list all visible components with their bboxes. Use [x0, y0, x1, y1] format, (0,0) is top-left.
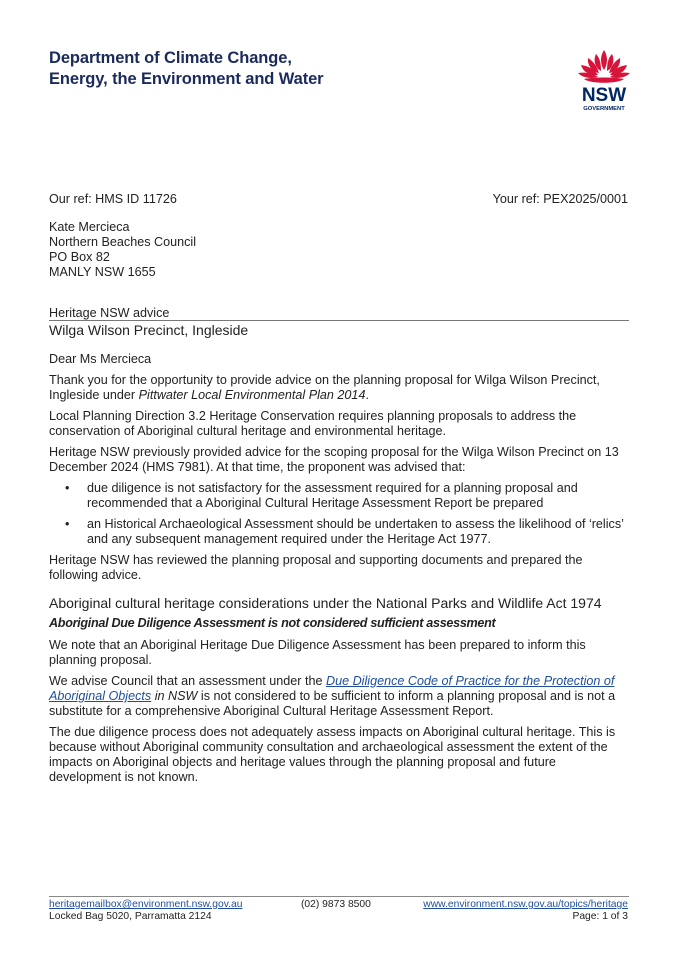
subject-label: Heritage NSW advice	[49, 306, 170, 320]
footer-website-link[interactable]: www.environment.nsw.gov.au/topics/heritage	[423, 899, 628, 910]
page-number: Page: 1 of 3	[572, 911, 628, 922]
recipient-po-box: PO Box 82	[49, 250, 110, 264]
footer-address: Locked Bag 5020, Parramatta 2124	[49, 911, 212, 922]
paragraph-process-inadequate: The due diligence process does not adequately assess impacts on Aboriginal cultural heritage. This is because without Aboriginal community consultation and archaeological assessment the extent of the impacts on Aboriginal objects and heritage values through the planning proposal and future development is not known.	[49, 725, 616, 784]
your-reference: Your ref: PEX2025/0001	[492, 192, 628, 206]
lep-title: Pittwater Local Environmental Plan 2014	[138, 388, 366, 402]
footer-divider	[49, 896, 629, 897]
letter-body	[49, 352, 631, 791]
footer-phone: (02) 9873 8500	[301, 899, 371, 910]
section-heading: Aboriginal cultural heritage considerations under the National Parks and Wildlife Act 1974	[49, 595, 602, 611]
waratah-flower-icon	[574, 46, 634, 112]
department-line-1: Department of Climate Change,	[49, 49, 292, 67]
salutation: Dear Ms Mercieca	[49, 352, 152, 366]
svg-text:GOVERNMENT: GOVERNMENT	[583, 106, 625, 112]
due-diligence-code-link[interactable]: Due Diligence Code of Practice for the Protection of Aboriginal Objects	[49, 674, 615, 703]
bullet-icon: •	[65, 481, 70, 495]
paragraph-due-diligence-note: We note that an Aboriginal Heritage Due Diligence Assessment has been prepared to inform this planning proposal.	[49, 638, 586, 667]
list-item: • due diligence is not satisfactory for the assessment required for a planning proposal and recommended that a Aboriginal Cultural Heritage Assessment Report be prepared	[65, 481, 578, 510]
bullet-icon: •	[65, 517, 70, 531]
paragraph-review: Heritage NSW has reviewed the planning proposal and supporting documents and prepared the following advice.	[49, 553, 583, 582]
department-line-2: Energy, the Environment and Water	[49, 70, 324, 88]
footer-email-link[interactable]: heritagemailbox@environment.nsw.gov.au	[49, 899, 243, 910]
paragraph-previous-advice: Heritage NSW previously provided advice for the scoping proposal for the Wilga Wilson Precinct on 13 December 2024 (HMS 7981). At that time, the proponent was advised that:	[49, 445, 619, 474]
paragraph-advise-council: We advise Council that an assessment under the Due Diligence Code of Practice for the Protection of Aboriginal Objects in NSW is not considered to be sufficient to inform a planning proposal and is not a substitute for a comprehensive Aboriginal Cultural Heritage Assessment Report.	[49, 674, 616, 718]
recipient-address	[49, 220, 196, 280]
list-item: • an Historical Archaeological Assessment should be undertaken to assess the likelihood of ‘relics’ and any subsequent management required under the Heritage Act 1977.	[65, 517, 624, 546]
svg-text:NSW: NSW	[581, 85, 627, 106]
previous-advice-list	[49, 481, 631, 547]
subject-title: Wilga Wilson Precinct, Ingleside	[49, 322, 249, 338]
recipient-organisation: Northern Beaches Council	[49, 235, 197, 249]
paragraph-intro: Thank you for the opportunity to provide advice on the planning proposal for Wilga Wilson Precinct, Ingleside under Pittwater Local Environmental Plan 2014.	[49, 373, 600, 402]
recipient-city: MANLY NSW 1655	[49, 265, 156, 279]
nsw-government-logo	[574, 46, 634, 112]
recipient-name: Kate Mercieca	[49, 220, 130, 234]
our-reference: Our ref: HMS ID 11726	[49, 192, 177, 206]
paragraph-planning-direction: Local Planning Direction 3.2 Heritage Conservation requires planning proposals to address the conservation of Aboriginal cultural heritage and environmental heritage.	[49, 409, 577, 438]
subject-divider	[49, 320, 629, 321]
subsection-heading: Aboriginal Due Diligence Assessment is not considered sufficient assessment	[49, 616, 496, 630]
department-name	[49, 48, 324, 90]
